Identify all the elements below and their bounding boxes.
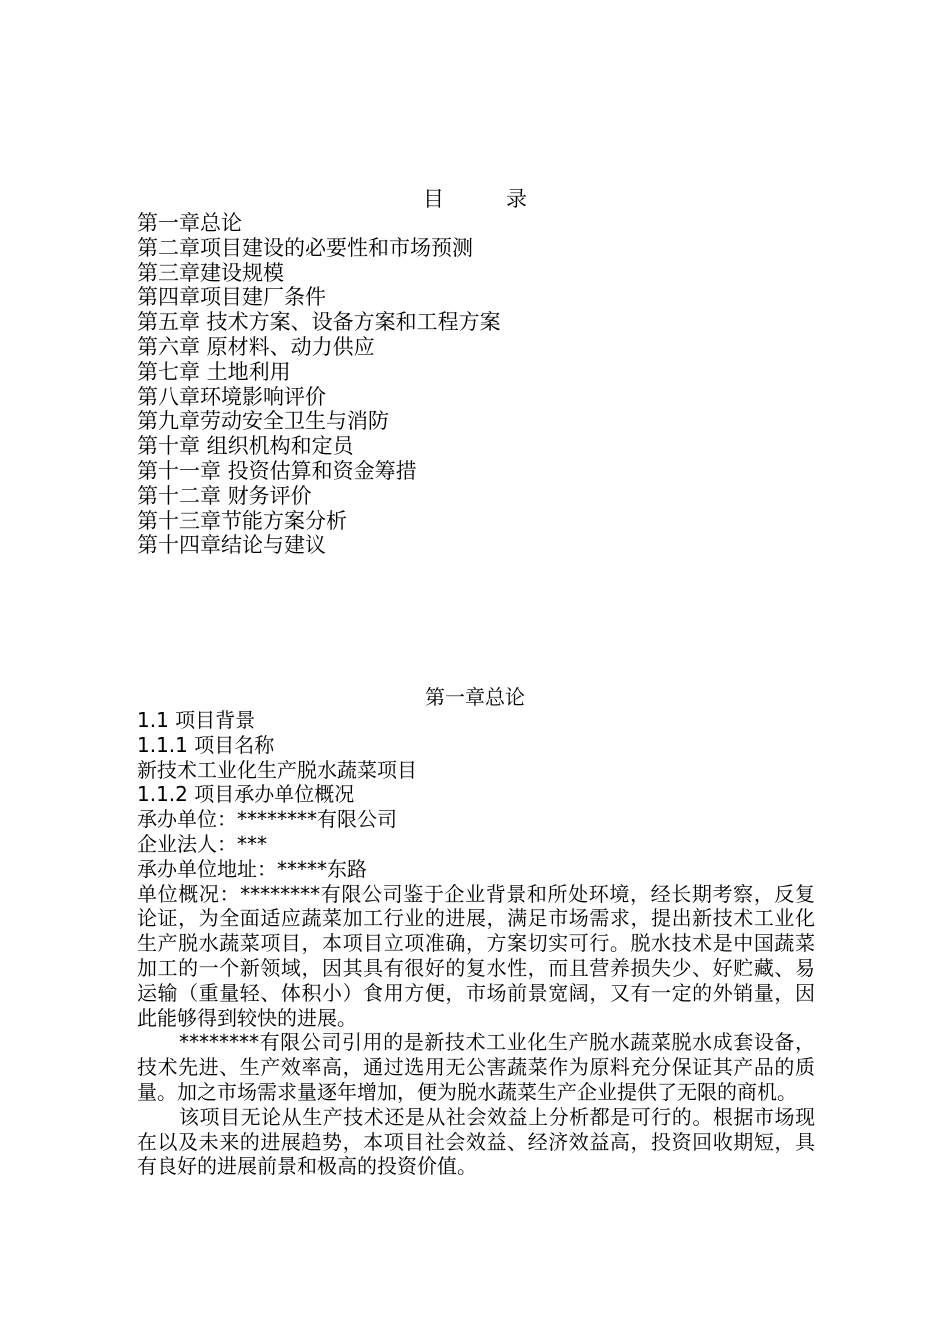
toc-title: 目录: [423, 187, 589, 211]
toc-item: 第十四章结论与建议: [137, 533, 326, 558]
toc-item: 第六章 原材料、动力供应: [137, 334, 375, 359]
toc-item: 第二章项目建设的必要性和市场预测: [137, 235, 473, 260]
toc-item: 第八章环境影响评价: [137, 384, 326, 409]
toc-list: [137, 211, 837, 558]
toc-item: 第三章建设规模: [137, 260, 284, 285]
toc-item: 第十二章 财务评价: [137, 483, 312, 508]
toc-item: 第七章 土地利用: [137, 359, 291, 384]
host-unit: 承办单位：********有限公司: [137, 807, 397, 832]
toc-item: 第四章项目建厂条件: [137, 285, 326, 310]
feasibility-paragraph: 该项目无论从生产技术还是从社会效益上分析都是可行的。根据市场现在以及未来的进展趋势，本项目社会效益、经济效益高，投资回收期短，具有良好的进展前景和极高的投资价值。: [137, 1104, 815, 1179]
chapter-body: [137, 708, 815, 1179]
unit-overview-paragraph: 单位概况：********有限公司鉴于企业背景和所处环境，经长期考察，反复论证，为全面适应蔬菜加工行业的进展，满足市场需求，提出新技术工业化生产脱水蔬菜项目，本项目立项准确，方案切实可行。脱水技术是中国蔬菜加工的一个新领域，因其具有很好的复水性，而且营养损失少、好贮藏、易运输（重量轻、体积小）食用方便，市场前景宽阔，又有一定的外销量，因此能够得到较快的进展。: [137, 881, 815, 1030]
equipment-paragraph: ********有限公司引用的是新技术工业化生产脱水蔬菜脱水成套设备，技术先进、生产效率高，通过选用无公害蔬菜作为原料充分保证其产品的质量。加之市场需求量逐年增加，便为脱水蔬菜生产企业提供了无限的商机。: [137, 1030, 815, 1104]
chapter-title: 第一章总论: [425, 685, 525, 709]
subsection-heading: 1.1.1 项目名称: [137, 732, 275, 757]
project-name: 新技术工业化生产脱水蔬菜项目: [137, 757, 417, 782]
toc-item: 第五章 技术方案、设备方案和工程方案: [137, 310, 501, 335]
legal-person: 企业法人：***: [137, 831, 267, 856]
subsection-heading: 1.1.2 项目承办单位概况: [137, 782, 355, 807]
toc-item: 第十一章 投资估算和资金筹措: [137, 458, 417, 483]
toc-item: 第一章总论: [137, 211, 242, 235]
toc-item: 第十三章节能方案分析: [137, 508, 347, 533]
unit-address: 承办单位地址：*****东路: [137, 856, 367, 881]
section-heading: 1.1 项目背景: [137, 708, 256, 732]
toc-item: 第九章劳动安全卫生与消防: [137, 409, 389, 434]
toc-item: 第十章 组织机构和定员: [137, 434, 354, 459]
